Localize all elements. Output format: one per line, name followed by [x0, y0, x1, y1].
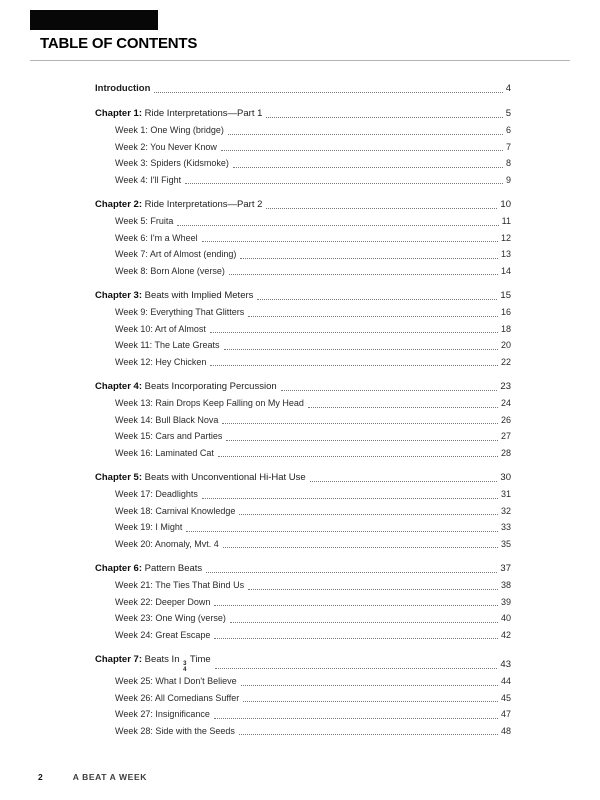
entry-label: Week 20: Anomaly, Mvt. 4	[115, 538, 219, 549]
entry-page-number: 37	[500, 563, 511, 574]
entry-label: Week 2: You Never Know	[115, 141, 217, 152]
entry-page-number: 22	[500, 356, 511, 367]
toc-entry-week	[95, 395, 511, 412]
chapter-group	[95, 560, 511, 643]
toc-entry-week	[95, 428, 511, 445]
chapter-prefix: Chapter 6:	[95, 563, 142, 574]
chapter-group	[95, 469, 511, 552]
dot-leader	[239, 514, 498, 515]
toc-entry-week	[95, 503, 511, 520]
time-signature	[183, 661, 186, 673]
dot-leader	[240, 258, 498, 259]
chapter-prefix: Chapter 1:	[95, 108, 142, 119]
entry-page-number: 24	[500, 398, 511, 408]
entry-page-number: 43	[500, 659, 511, 670]
page-footer	[38, 772, 147, 782]
toc-entry-chapter	[95, 105, 511, 122]
toc-entry-week	[95, 486, 511, 503]
entry-page-number: 26	[500, 414, 511, 425]
entry-label: Week 21: The Ties That Bind Us	[115, 580, 245, 590]
entry-label: Week 3: Spiders (Kidsmoke)	[115, 158, 229, 168]
toc-entry-week	[95, 610, 511, 627]
dot-leader	[308, 407, 498, 408]
chapter-group	[95, 287, 511, 370]
toc-entry-week	[95, 519, 511, 536]
toc-entry-week	[95, 445, 511, 462]
toc-entry-week	[95, 122, 511, 139]
toc-entry-week	[95, 246, 511, 263]
dot-leader	[214, 718, 498, 719]
toc-entry-chapter	[95, 651, 511, 673]
dot-leader	[223, 547, 498, 548]
dot-leader	[266, 117, 502, 118]
dot-leader	[229, 274, 498, 275]
page-title: TABLE OF CONTENTS	[40, 35, 198, 52]
entry-label: Week 11: The Late Greats	[115, 340, 220, 350]
toc-entry-chapter	[95, 469, 511, 486]
toc-entry-week	[95, 594, 511, 611]
entry-label: Chapter 5: Beats with Unconventional Hi-Hat Use	[95, 472, 306, 483]
dot-leader	[266, 208, 497, 209]
toc-entry-week	[95, 673, 511, 690]
entry-page-number: 13	[500, 249, 511, 259]
dot-leader	[224, 349, 498, 350]
entry-page-number: 39	[500, 596, 511, 607]
entry-page-number: 16	[500, 307, 511, 317]
entry-page-number: 8	[505, 158, 511, 168]
toc-entry-week	[95, 723, 511, 740]
toc-entry-week	[95, 354, 511, 371]
entry-page-number: 10	[500, 199, 511, 210]
entry-label: Chapter 1: Ride Interpretations—Part 1	[95, 108, 263, 119]
entry-label: Week 26: All Comedians Suffer	[115, 692, 240, 703]
chapter-prefix: Chapter 3:	[95, 290, 142, 301]
entry-page-number: 4	[505, 83, 511, 94]
toc-entry-week	[95, 577, 511, 594]
entry-label: Chapter 6: Pattern Beats	[95, 563, 203, 574]
dot-leader	[248, 589, 498, 590]
toc-entry-week	[95, 213, 511, 230]
dot-leader	[210, 332, 498, 333]
dot-leader	[222, 423, 498, 424]
entry-label: Week 13: Rain Drops Keep Falling on My Head	[115, 398, 304, 408]
dot-leader	[210, 365, 498, 366]
dot-leader	[257, 299, 497, 300]
entry-label: Week 4: I'll Fight	[115, 174, 182, 185]
chapter-prefix: Chapter 5:	[95, 472, 142, 483]
entry-label: Chapter 3: Beats with Implied Meters	[95, 290, 254, 301]
entry-label: Week 18: Carnival Knowledge	[115, 505, 236, 516]
chapter-prefix: Chapter 2:	[95, 199, 142, 210]
entry-page-number: 7	[505, 141, 511, 152]
dot-leader	[154, 92, 502, 93]
entry-label: Week 23: One Wing (verse)	[115, 613, 226, 623]
toc-entry-week	[95, 263, 511, 280]
toc-entry-chapter	[95, 560, 511, 577]
entry-label: Week 17: Deadlights	[115, 489, 198, 499]
dot-leader	[218, 456, 498, 457]
toc-entry-week	[95, 304, 511, 321]
dot-leader	[228, 134, 503, 135]
toc-entry-week	[95, 172, 511, 189]
entry-label: Week 6: I'm a Wheel	[115, 232, 198, 243]
entry-label: Week 19: I Might	[115, 522, 183, 532]
toc-entry-week	[95, 412, 511, 429]
time-signature-bottom: 4	[183, 667, 187, 673]
entry-page-number: 31	[500, 489, 511, 499]
entry-page-number: 20	[500, 340, 511, 350]
dot-leader	[214, 638, 498, 639]
toc-entry-week	[95, 706, 511, 723]
entry-label: Chapter 2: Ride Interpretations—Part 2	[95, 199, 263, 210]
chapter-group	[95, 105, 511, 188]
header-black-bar	[30, 10, 158, 30]
entry-page-number: 6	[505, 125, 511, 135]
dot-leader	[185, 183, 503, 184]
toc-entry-week	[95, 337, 511, 354]
entry-label: Week 5: Fruita	[115, 216, 174, 226]
toc-entry-week	[95, 321, 511, 338]
entry-page-number: 15	[500, 290, 511, 301]
entry-page-number: 45	[500, 692, 511, 703]
entry-page-number: 30	[500, 472, 511, 483]
dot-leader	[233, 167, 503, 168]
entry-page-number: 42	[500, 629, 511, 640]
dot-leader	[186, 531, 498, 532]
dot-leader	[239, 734, 498, 735]
dot-leader	[177, 225, 498, 226]
dot-leader	[310, 481, 498, 482]
toc-entry-week	[95, 139, 511, 156]
toc-entry-week	[95, 690, 511, 707]
entry-label: Introduction	[95, 83, 151, 94]
dot-leader	[202, 498, 498, 499]
chapter-group	[95, 196, 511, 279]
toc-entry-introduction	[95, 80, 511, 97]
entry-page-number: 18	[500, 323, 511, 334]
entry-label: Week 28: Side with the Seeds	[115, 725, 235, 736]
toc-entry-week	[95, 230, 511, 247]
entry-page-number: 40	[500, 613, 511, 623]
dot-leader	[214, 605, 498, 606]
toc-entry-week	[95, 155, 511, 172]
entry-page-number: 27	[500, 431, 511, 441]
toc-entry-week	[95, 536, 511, 553]
footer-book-title: A BEAT A WEEK	[72, 772, 147, 782]
entry-page-number: 11	[501, 216, 511, 226]
entry-label: Week 10: Art of Almost	[115, 323, 206, 334]
chapter-prefix: Chapter 7:	[95, 654, 142, 665]
entry-label: Week 14: Bull Black Nova	[115, 414, 219, 425]
entry-page-number: 33	[500, 522, 511, 532]
toc-list	[95, 80, 511, 739]
entry-label: Week 24: Great Escape	[115, 629, 211, 640]
entry-page-number: 9	[505, 174, 511, 185]
entry-page-number: 48	[500, 725, 511, 736]
entry-page-number: 28	[500, 447, 511, 458]
entry-label: Week 15: Cars and Parties	[115, 431, 223, 441]
entry-page-number: 32	[500, 505, 511, 516]
entry-label: Week 22: Deeper Down	[115, 596, 211, 607]
toc-entry-week	[95, 627, 511, 644]
entry-page-number: 12	[500, 232, 511, 243]
entry-page-number: 35	[500, 538, 511, 549]
dot-leader	[221, 150, 503, 151]
toc-entry-chapter	[95, 287, 511, 304]
entry-label: Week 25: What I Don't Believe	[115, 676, 237, 686]
dot-leader	[281, 390, 498, 391]
entry-page-number: 44	[500, 676, 511, 686]
entry-page-number: 23	[500, 381, 511, 392]
footer-page-number: 2	[38, 772, 43, 782]
entry-label: Week 7: Art of Almost (ending)	[115, 249, 237, 259]
entry-label: Chapter 4: Beats Incorporating Percussion	[95, 381, 277, 392]
dot-leader	[202, 241, 498, 242]
chapter-group	[95, 378, 511, 461]
entry-label: Week 8: Born Alone (verse)	[115, 265, 225, 276]
dot-leader	[215, 668, 498, 669]
entry-page-number: 14	[500, 265, 511, 276]
entry-label: Chapter 7: Beats In 3 4 Time	[95, 654, 211, 673]
header-divider	[30, 60, 570, 61]
entry-label: Week 27: Insignificance	[115, 709, 210, 719]
entry-label: Week 9: Everything That Glitters	[115, 307, 245, 317]
chapter-group	[95, 651, 511, 739]
chapter-prefix: Chapter 4:	[95, 381, 142, 392]
dot-leader	[206, 572, 497, 573]
dot-leader	[226, 440, 498, 441]
entry-page-number: 47	[500, 709, 511, 719]
time-signature-top: 3	[183, 661, 187, 667]
entry-label: Week 16: Laminated Cat	[115, 447, 214, 458]
entry-page-number: 38	[500, 580, 511, 590]
dot-leader	[230, 622, 498, 623]
toc-entry-chapter	[95, 378, 511, 395]
entry-label: Week 12: Hey Chicken	[115, 356, 207, 367]
entry-page-number: 5	[505, 108, 511, 119]
dot-leader	[241, 685, 498, 686]
dot-leader	[248, 316, 498, 317]
dot-leader	[243, 701, 498, 702]
toc-entry-chapter	[95, 196, 511, 213]
entry-label: Week 1: One Wing (bridge)	[115, 125, 224, 135]
